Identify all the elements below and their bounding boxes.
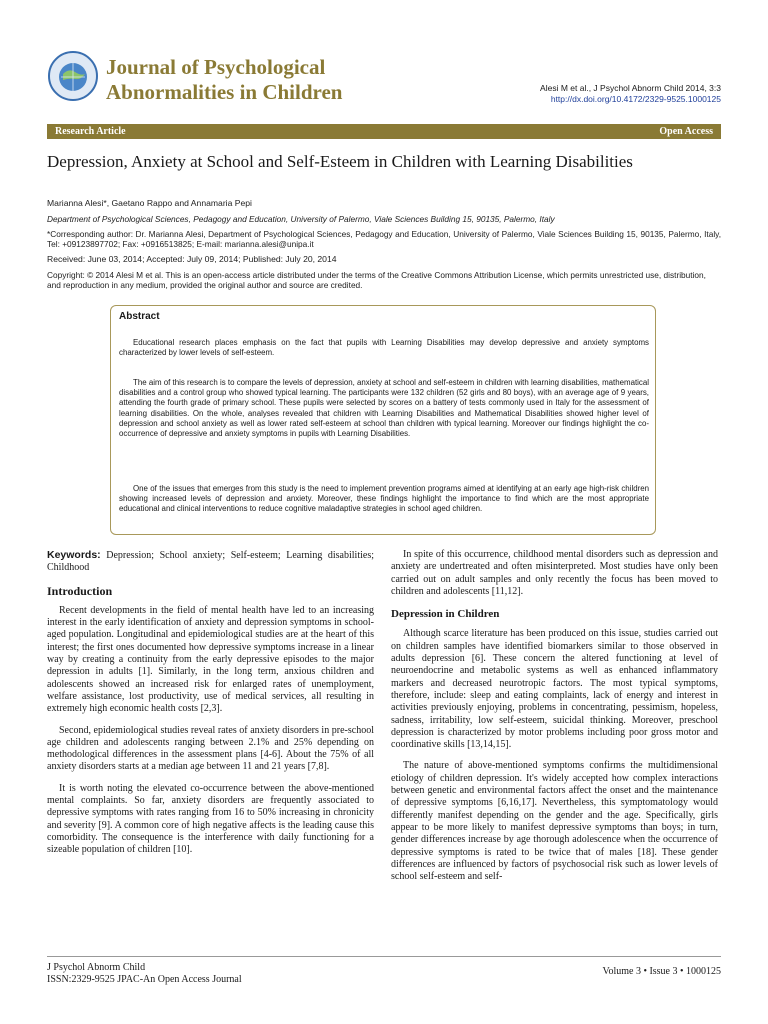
footer-volume: Volume 3 • Issue 3 • 1000125 xyxy=(602,966,721,977)
left-column xyxy=(47,549,374,866)
keywords-text: Depression; School anxiety; Self-esteem; Learning disabilities; Childhood xyxy=(47,550,374,574)
abstract-paragraph: The aim of this research is to compare the levels of depression, anxiety at school and self-esteem in children with learning disabilities, mathematical disabilities and a control group who showed typical learning. The participants were 132 children (52 girls and 80 boys), with an average age of 9 years, attending the fourth grade of primary school. These pupils were selected by scores on a battery of tests commonly used in Italy for the assessment of learning disabilities. On the whole, analyses revealed that children with Learning Disabilities and Mathematical Disabilities showed higher level of depression and school anxiety as well as lower rated self-esteem at school than children with typical learning. Moreover our findings highlight the co-occurrence of depressive and anxiety symptoms in pupils with Learning Disabilities. xyxy=(119,378,649,439)
footer-journal-info xyxy=(47,962,242,986)
body-paragraph: The nature of above-mentioned symptoms confirms the multidimensional etiology of children depression. It's widely accepted how complex interactions between genetic and environmental factors affect the onset and the maintenance of depressive symptoms [6,16,17]. Nevertheless, this symptomatology would differently manifest depending on the gender and the age. Specifically, girls appear to be more likely to manifest depressive symptoms than boys; in turn, gender differences increase by age thorough adolescence when the occurrence of depressive symptoms is rated to be twice that of males [18]. These gender differences are influenced by factors of psychosocial risk such as lower levels of school self-esteem and self- xyxy=(391,760,718,883)
footer-divider xyxy=(47,956,721,957)
keywords xyxy=(47,549,374,575)
affiliation: Department of Psychological Sciences, Pedagogy and Education, University of Palermo, Viale Sciences Building 15, 90135, Palermo, Italy xyxy=(47,214,555,224)
section-heading-introduction: Introduction xyxy=(47,583,113,598)
article-type-bar xyxy=(47,124,721,139)
body-paragraph: Second, epidemiological studies reveal rates of anxiety disorders in pre-school age children and adolescents ranging between 2.1% and 25% depending on methodological differences in the assessment plans [4-6]. About the 75% of all anxiety disorders starts at a median age between 11 and 21 years [7,8]. xyxy=(47,724,374,773)
citation-block xyxy=(540,83,721,105)
abstract-paragraph: Educational research places emphasis on the fact that pupils with Learning Disabilities may develop depressive and anxiety symptoms characterized by lower levels of self-esteem. xyxy=(119,338,649,358)
keywords-label: Keywords: xyxy=(47,549,101,561)
open-access-label: Open Access xyxy=(659,126,713,137)
section-heading-depression: Depression in Children xyxy=(391,608,500,621)
omics-globe-logo xyxy=(47,50,99,102)
article-title: Depression, Anxiety at School and Self-Esteem in Children with Learning Disabilities xyxy=(47,152,633,171)
article-type: Research Article xyxy=(55,126,126,137)
body-paragraph: Recent developments in the field of mental health have led to an increasing interest in the early identification of anxiety and depression symptoms in school-aged population. Longitudinal and epidemiological studies are at the heart of this interest; the first ones documented how depressive symptoms increase in a linear way by creating a continuity from the early depressive episodes to the major depression in adults [1]. Similarly, in the long term, anxious children and adolescents showed an increased risk for enlarged rates of unemployment, welfare assistance, lost productivity, use of medical services, all resulting in extremely high economic health costs [2,3]. xyxy=(47,604,374,715)
publication-dates: Received: June 03, 2014; Accepted: July 09, 2014; Published: July 20, 2014 xyxy=(47,254,337,264)
corresponding-author: *Corresponding author: Dr. Marianna Alesi, Department of Psychological Sciences, Pedagogy and Education, University of Palermo, Viale Sciences Building 15, 90135, Palermo, Italy, Tel: +09123897702; Fax: +0916513825; E-mail: marianna.alesi@unipa.it xyxy=(47,229,721,250)
citation: Alesi M et al., J Psychol Abnorm Child 2014, 3:3 xyxy=(540,83,721,93)
abstract-heading: Abstract xyxy=(119,311,160,322)
footer-issn: ISSN:2329-9525 JPAC-An Open Access Journal xyxy=(47,974,242,985)
body-paragraph: Although scarce literature has been produced on this issue, studies carried out on children samples have identified biomarkers similar to those observed in adults depression [6]. These concern the altered functioning at level of neuroendocrine and metabolic systems as well as enhanced inflammatory markers and decreased neurotropic factors. The most typical symptoms, therefore, include: sleep and eating complaints, lack of energy and interest in activities previously enjoying, problems in concentrating, pessimism, hopeless, sadness, irritability, low self-esteem, suicidal thinking. Moreover, preschool depression is characterized by motor problems including poor gross motor and coordinative skills [13,14,15]. xyxy=(391,628,718,751)
authors: Marianna Alesi*, Gaetano Rappo and Annamaria Pepi xyxy=(47,198,252,208)
footer-journal-short: J Psychol Abnorm Child xyxy=(47,962,146,973)
body-paragraph: It is worth noting the elevated co-occurrence between the above-mentioned mental complaints. So far, anxiety disorders are frequently associated to depressive symptoms with rates ranging from 16 to 50% increasing in chronicity and severity [9]. A common core of high negative affects is the leading cause this comorbidity. The consequence is the interference with daily functioning for a sizeable population of children [10]. xyxy=(47,782,374,856)
body-paragraph: In spite of this occurrence, childhood mental disorders such as depression and anxiety are undertreated and often misinterpreted. Most studies have only been carried out on adult samples and only recently the focus has been moved to children and adolescents [11,12]. xyxy=(391,549,718,597)
abstract-paragraph: One of the issues that emerges from this study is the need to implement prevention programs aimed at identifying at an early age high-risk children showing increased levels of depression and anxiety. Moreover, these findings highlight the importance to find which are the most appropriate educational and clinical interventions to reduce cognitive maladaptive strategies in school aged children. xyxy=(119,484,649,514)
doi-link[interactable]: http://dx.doi.org/10.4172/2329-9525.1000125 xyxy=(550,94,721,104)
journal-title: Journal of Psychological Abnormalities in Children xyxy=(106,55,343,104)
copyright: Copyright: © 2014 Alesi M et al. This is an open-access article distributed under the terms of the Creative Commons Attribution License, which permits unrestricted use, distribution, and reproduction in any medium, provided the original author and source are credited. xyxy=(47,270,706,291)
right-column xyxy=(391,549,718,892)
abstract-box xyxy=(110,305,656,535)
